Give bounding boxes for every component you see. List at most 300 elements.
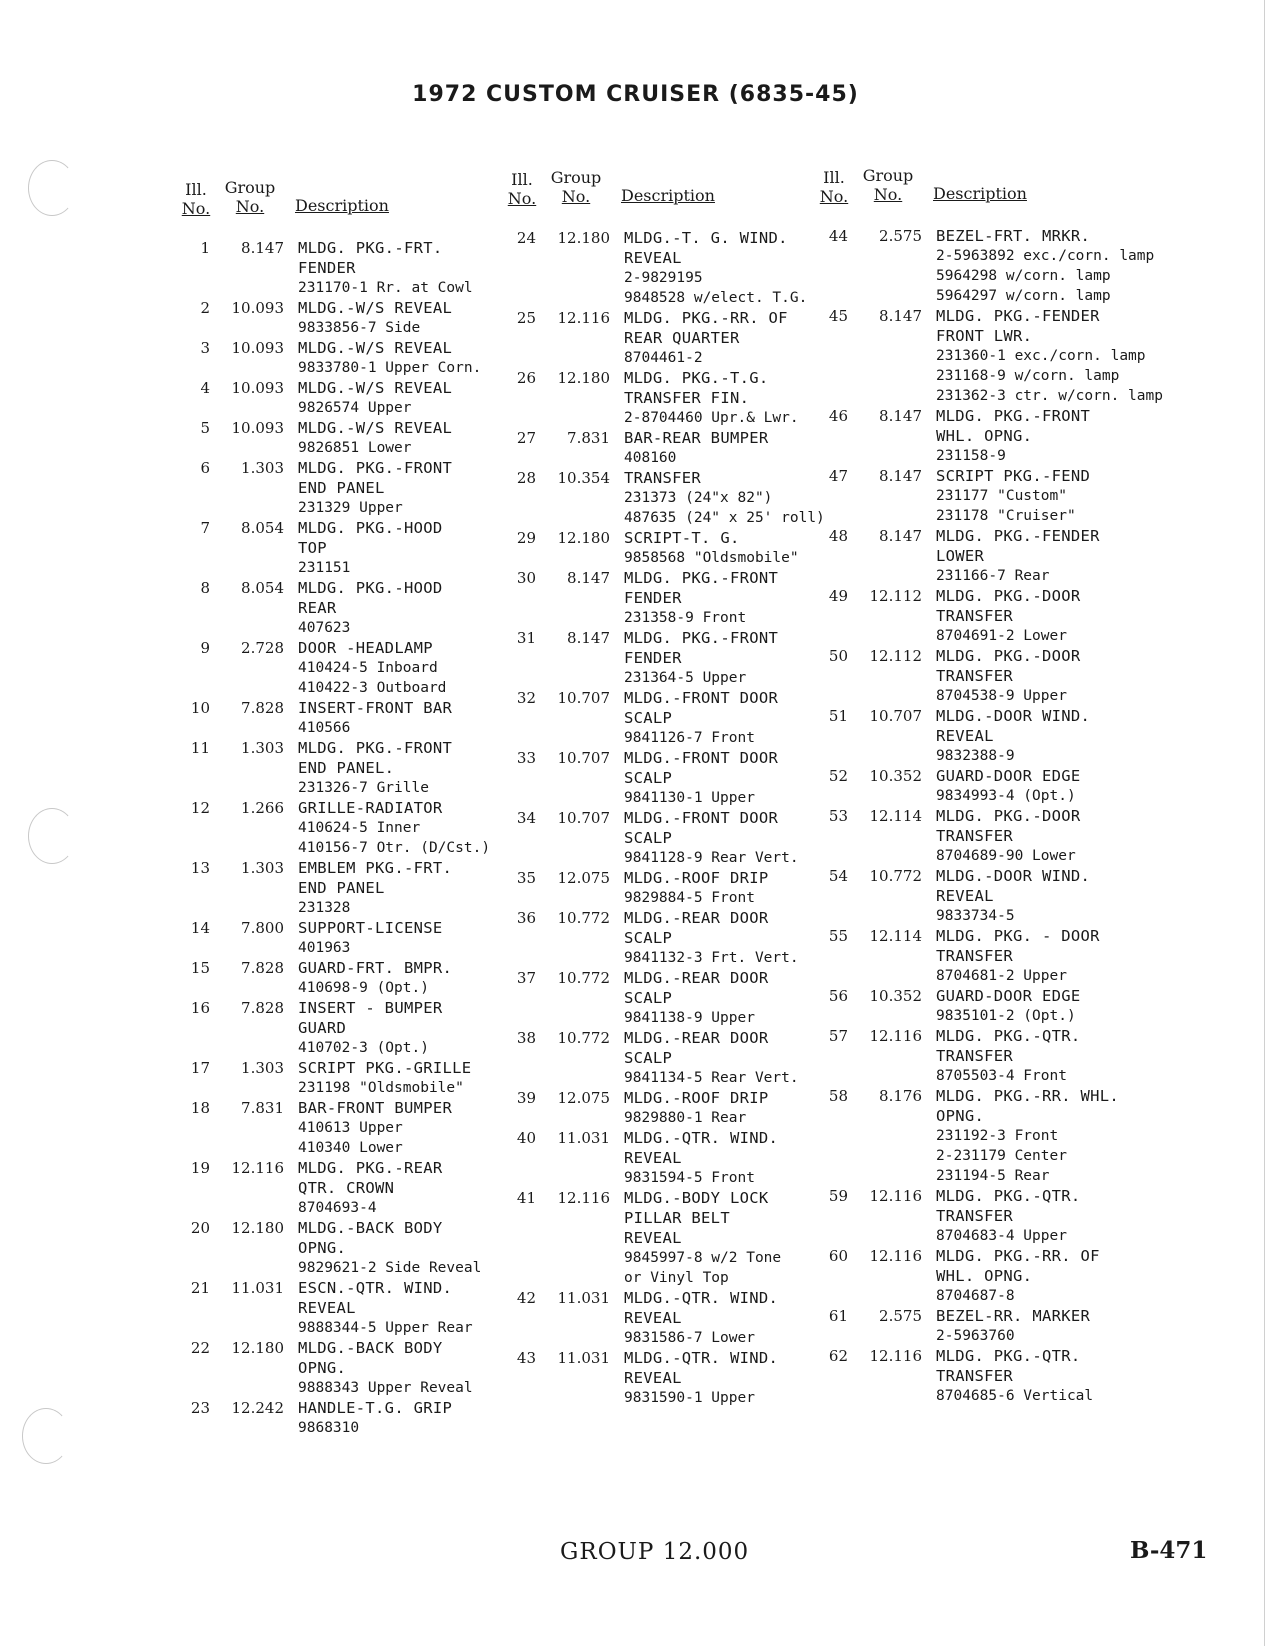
part-description: QTR. CROWN [298,1179,395,1197]
group-header-top: Group [862,166,914,185]
part-description: GUARD-FRT. BMPR. [298,959,453,977]
part-number: 231194-5 Rear [936,1168,1050,1184]
part-number: 407623 [298,620,351,636]
part-entry [506,1028,846,1088]
parts-column-2 [506,166,846,1408]
illustration-number: 45 [828,307,848,325]
part-number: 231168-9 w/corn. lamp [936,368,1120,384]
illustration-number: 3 [200,339,210,357]
ill-header [506,170,538,208]
illustration-number: 21 [190,1279,210,1297]
binder-hole-bottom [22,1408,70,1464]
part-description: TRANSFER FIN. [624,389,750,407]
part-entry [818,926,1258,986]
part-description: FRONT LWR. [936,327,1033,345]
part-description: MLDG. PKG.-FRONT [936,407,1091,425]
part-description: MLDG. PKG.-RR. OF [936,1247,1100,1265]
part-entry [506,968,846,1028]
part-description: MLDG.-QTR. WIND. [624,1349,779,1367]
part-description: MLDG.-DOOR WIND. [936,707,1091,725]
part-entry [818,866,1258,926]
part-number: 231198 "Oldsmobile" [298,1080,464,1096]
group-footer: GROUP 12.000 [560,1539,750,1565]
part-number: 9834993-4 (Opt.) [936,788,1076,804]
part-description: REVEAL [298,1299,356,1317]
part-number: 8704461-2 [624,350,703,366]
page-title: 1972 CUSTOM CRUISER (6835-45) [412,82,859,107]
description-header: Description [933,184,1027,203]
group-number: 7.828 [241,699,284,717]
illustration-number: 4 [200,379,210,397]
part-entry [180,418,520,458]
part-entry [506,688,846,748]
illustration-number: 55 [828,927,848,945]
part-description: MLDG. PKG.-QTR. [936,1187,1081,1205]
part-number: 410698-9 (Opt.) [298,980,429,996]
part-description: MLDG. PKG.-FRONT [298,739,453,757]
part-number: 9841126-7 Front [624,730,755,746]
illustration-number: 34 [516,809,536,827]
illustration-number: 1 [200,239,210,257]
part-description: TOP [298,539,327,557]
part-number: 231329 Upper [298,500,403,516]
part-description: SUPPORT-LICENSE [298,919,443,937]
group-number: 10.093 [231,419,284,437]
part-number: 2-9829195 [624,270,703,286]
part-description: MLDG. PKG.-FRONT [624,569,779,587]
part-description: REAR [298,599,337,617]
part-description: GUARD [298,1019,347,1037]
part-entry [818,1346,1258,1406]
group-number: 1.303 [241,859,284,877]
part-description: MLDG. PKG.-REAR [298,1159,443,1177]
part-entry [180,998,520,1058]
illustration-number: 17 [190,1059,210,1077]
parts-column-3 [818,164,1258,1406]
part-description: END PANEL [298,879,385,897]
part-description: SCALP [624,989,673,1007]
part-description: BAR-REAR BUMPER [624,429,769,447]
part-entry [180,798,520,858]
group-number: 12.112 [869,587,922,605]
group-number: 12.114 [869,807,922,825]
group-number: 7.831 [241,1099,284,1117]
illustration-number: 35 [516,869,536,887]
group-number: 10.093 [231,379,284,397]
illustration-number: 23 [190,1399,210,1417]
part-description: MLDG.-W/S REVEAL [298,379,453,397]
page-number: B-471 [1130,1537,1208,1564]
part-number: 231362-3 ctr. w/corn. lamp [936,388,1163,404]
part-entry [180,1398,520,1438]
part-description: SCRIPT-T. G. [624,529,740,547]
part-number: 410566 [298,720,351,736]
illustration-number: 61 [828,1307,848,1325]
group-number: 2.728 [241,639,284,657]
group-number: 10.772 [869,867,922,885]
illustration-number: 48 [828,527,848,545]
part-number: 9841134-5 Rear Vert. [624,1070,799,1086]
part-number: 410156-7 Otr. (D/Cst.) [298,840,491,856]
group-number: 2.575 [879,1307,922,1325]
part-number: 9835101-2 (Opt.) [936,1008,1076,1024]
part-entry [506,1188,846,1288]
part-number: 9888344-5 Upper Rear [298,1320,473,1336]
part-number: 8705503-4 Front [936,1068,1067,1084]
illustration-number: 5 [200,419,210,437]
illustration-number: 37 [516,969,536,987]
ill-header [180,180,212,218]
part-description: OPNG. [298,1239,347,1257]
illustration-number: 11 [190,739,210,757]
part-entry [506,868,846,908]
group-number: 8.176 [879,1087,922,1105]
part-entry [818,526,1258,586]
parts-column-1 [180,176,520,1438]
illustration-number: 44 [828,227,848,245]
part-entry [180,1058,520,1098]
part-description: REVEAL [936,887,994,905]
part-description: LOWER [936,547,985,565]
part-description: MLDG.-FRONT DOOR [624,749,779,767]
part-entry [818,1306,1258,1346]
group-number: 12.116 [557,1189,610,1207]
part-description: MLDG. PKG.-FRT. [298,239,443,257]
group-number: 10.707 [869,707,922,725]
part-entry [506,628,846,688]
illustration-number: 29 [516,529,536,547]
part-number: 231360-1 exc./corn. lamp [936,348,1146,364]
group-number: 12.075 [557,869,610,887]
part-description: MLDG.-REAR DOOR [624,1029,769,1047]
part-description: OPNG. [936,1107,985,1125]
group-number: 10.352 [869,767,922,785]
group-number: 12.242 [231,1399,284,1417]
part-number: 9826574 Upper [298,400,412,416]
part-description: BEZEL-FRT. MRKR. [936,227,1091,245]
group-number: 7.828 [241,959,284,977]
part-description: SCALP [624,709,673,727]
part-description: MLDG. PKG.-FENDER [936,307,1100,325]
illustration-number: 56 [828,987,848,1005]
part-number: 231177 "Custom" [936,488,1067,504]
illustration-number: 43 [516,1349,536,1367]
part-number: 9858568 "Oldsmobile" [624,550,799,566]
illustration-number: 6 [200,459,210,477]
illustration-number: 51 [828,707,848,725]
group-header-bottom: No. [873,185,903,204]
group-number: 11.031 [557,1349,610,1367]
illustration-number: 49 [828,587,848,605]
part-description: MLDG.-W/S REVEAL [298,299,453,317]
part-number: or Vinyl Top [624,1270,729,1286]
part-number: 5964297 w/corn. lamp [936,288,1111,304]
part-description: MLDG. PKG.-DOOR [936,807,1081,825]
binder-hole-middle [28,808,76,864]
illustration-number: 2 [200,299,210,317]
part-description: TRANSFER [936,1367,1014,1385]
part-description: MLDG.-ROOF DRIP [624,1089,769,1107]
part-description: FENDER [624,589,682,607]
part-description: MLDG. PKG.-HOOD [298,579,443,597]
part-description: REVEAL [624,249,682,267]
description-header: Description [621,186,715,205]
group-number: 10.707 [557,689,610,707]
ill-header-bottom: No. [819,187,849,206]
part-number: 2-5963760 [936,1328,1015,1344]
part-description: HANDLE-T.G. GRIP [298,1399,453,1417]
group-number: 7.828 [241,999,284,1017]
group-number: 8.054 [241,579,284,597]
illustration-number: 39 [516,1089,536,1107]
illustration-number: 32 [516,689,536,707]
illustration-number: 31 [516,629,536,647]
group-number: 12.075 [557,1089,610,1107]
part-description: GUARD-DOOR EDGE [936,987,1081,1005]
part-description: REAR QUARTER [624,329,740,347]
illustration-number: 46 [828,407,848,425]
group-number: 8.147 [567,629,610,647]
part-description: TRANSFER [624,469,702,487]
part-number: 2-5963892 exc./corn. lamp [936,248,1155,264]
part-entry [180,638,520,698]
part-entry [818,226,1258,306]
part-description: MLDG. PKG.-RR. WHL. [936,1087,1120,1105]
part-description: MLDG.-W/S REVEAL [298,419,453,437]
part-number: 5964298 w/corn. lamp [936,268,1111,284]
part-number: 9829621-2 Side Reveal [298,1260,482,1276]
part-number: 9832388-9 [936,748,1015,764]
part-description: MLDG.-BODY LOCK [624,1189,769,1207]
part-number: 231358-9 Front [624,610,747,626]
illustration-number: 20 [190,1219,210,1237]
ill-header-top: Ill. [511,170,533,189]
part-entry [506,1088,846,1128]
illustration-number: 9 [200,639,210,657]
illustration-number: 14 [190,919,210,937]
group-number: 12.116 [869,1187,922,1205]
part-number: 231373 (24"x 82") [624,490,773,506]
part-description: MLDG. PKG.-DOOR [936,587,1081,605]
part-description: TRANSFER [936,607,1014,625]
part-description: MLDG. PKG. - DOOR [936,927,1100,945]
part-description: MLDG.-T. G. WIND. [624,229,788,247]
part-description: MLDG. PKG.-QTR. [936,1027,1081,1045]
group-number: 2.575 [879,227,922,245]
part-entry [506,428,846,468]
illustration-number: 52 [828,767,848,785]
illustration-number: 47 [828,467,848,485]
part-number: 8704683-4 Upper [936,1228,1067,1244]
part-description: FENDER [624,649,682,667]
part-number: 410424-5 Inboard [298,660,438,676]
part-entry [180,518,520,578]
group-header-bottom: No. [561,187,591,206]
part-number: 9888343 Upper Reveal [298,1380,473,1396]
part-number: 9845997-8 w/2 Tone [624,1250,782,1266]
group-number: 8.147 [879,307,922,325]
group-header-top: Group [224,178,276,197]
part-description: EMBLEM PKG.-FRT. [298,859,453,877]
part-entry [818,1026,1258,1086]
part-description: MLDG.-QTR. WIND. [624,1289,779,1307]
illustration-number: 27 [516,429,536,447]
part-description: END PANEL. [298,759,395,777]
part-description: MLDG. PKG.-HOOD [298,519,443,537]
part-number: 408160 [624,450,677,466]
part-description: REVEAL [624,1369,682,1387]
group-number: 10.093 [231,299,284,317]
ill-header-top: Ill. [185,180,207,199]
part-description: MLDG. PKG.-T.G. [624,369,769,387]
part-entry [180,1278,520,1338]
part-entry [180,858,520,918]
part-number: 231328 [298,900,351,916]
part-entry [818,1246,1258,1306]
part-description: TRANSFER [936,1207,1014,1225]
group-number: 10.707 [557,749,610,767]
part-entry [818,986,1258,1026]
column-header [818,164,1258,226]
illustration-number: 8 [200,579,210,597]
part-entry [180,918,520,958]
part-entry [506,808,846,868]
parts-list [180,238,520,1438]
ill-header-bottom: No. [181,199,211,218]
parts-list [506,228,846,1408]
group-number: 8.147 [879,407,922,425]
part-description: REVEAL [624,1309,682,1327]
part-description: BAR-FRONT BUMPER [298,1099,453,1117]
part-number: 410422-3 Outboard [298,680,447,696]
part-entry [506,308,846,368]
group-number: 1.266 [241,799,284,817]
part-entry [818,466,1258,526]
group-number: 12.116 [869,1247,922,1265]
part-number: 9826851 Lower [298,440,412,456]
part-entry [818,306,1258,406]
part-number: 9833856-7 Side [298,320,421,336]
group-number: 10.707 [557,809,610,827]
group-number: 10.772 [557,909,610,927]
illustration-number: 24 [516,229,536,247]
group-number: 10.093 [231,339,284,357]
part-description: MLDG. PKG.-FRONT [298,459,453,477]
group-number: 11.031 [557,1289,610,1307]
part-number: 231364-5 Upper [624,670,747,686]
part-number: 9841138-9 Upper [624,1010,755,1026]
part-entry [180,698,520,738]
illustration-number: 18 [190,1099,210,1117]
part-entry [818,806,1258,866]
group-number: 12.180 [557,529,610,547]
part-entry [180,1098,520,1158]
group-number: 12.116 [869,1347,922,1365]
part-entry [506,528,846,568]
part-description: TRANSFER [936,667,1014,685]
part-entry [506,468,846,528]
part-number: 9848528 w/elect. T.G. [624,290,808,306]
part-description: ESCN.-QTR. WIND. [298,1279,453,1297]
part-number: 9841128-9 Rear Vert. [624,850,799,866]
group-number: 1.303 [241,739,284,757]
part-number: 8704687-8 [936,1288,1015,1304]
part-description: WHL. OPNG. [936,1267,1033,1285]
part-number: 410702-3 (Opt.) [298,1040,429,1056]
part-description: SCRIPT PKG.-FEND [936,467,1091,485]
part-number: 487635 (24" x 25' roll) [624,510,825,526]
part-description: TRANSFER [936,1047,1014,1065]
group-number: 8.147 [241,239,284,257]
illustration-number: 25 [516,309,536,327]
part-entry [818,646,1258,706]
part-description: SCALP [624,829,673,847]
part-number: 231192-3 Front [936,1128,1059,1144]
illustration-number: 15 [190,959,210,977]
page-edge [1264,0,1265,1646]
part-description: DOOR -HEADLAMP [298,639,433,657]
illustration-number: 28 [516,469,536,487]
part-number: 231326-7 Grille [298,780,429,796]
group-number: 12.116 [557,309,610,327]
part-number: 8704693-4 [298,1200,377,1216]
part-description: WHL. OPNG. [936,427,1033,445]
part-description: FENDER [298,259,356,277]
part-entry [180,578,520,638]
group-number: 12.112 [869,647,922,665]
illustration-number: 26 [516,369,536,387]
part-description: OPNG. [298,1359,347,1377]
illustration-number: 58 [828,1087,848,1105]
part-entry [506,368,846,428]
part-number: 231178 "Cruiser" [936,508,1076,524]
part-number: 9841132-3 Frt. Vert. [624,950,799,966]
illustration-number: 54 [828,867,848,885]
part-entry [180,738,520,798]
part-description: MLDG.-FRONT DOOR [624,809,779,827]
part-description: MLDG.-DOOR WIND. [936,867,1091,885]
part-entry [180,1218,520,1278]
part-description: PILLAR BELT [624,1209,730,1227]
ill-header-bottom: No. [507,189,537,208]
illustration-number: 57 [828,1027,848,1045]
part-number: 231166-7 Rear [936,568,1050,584]
part-number: 8704538-9 Upper [936,688,1067,704]
part-number: 9831594-5 Front [624,1170,755,1186]
group-number: 12.116 [231,1159,284,1177]
part-number: 9841130-1 Upper [624,790,755,806]
illustration-number: 60 [828,1247,848,1265]
part-description: REVEAL [936,727,994,745]
part-number: 401963 [298,940,351,956]
part-description: GUARD-DOOR EDGE [936,767,1081,785]
group-number: 10.772 [557,969,610,987]
part-number: 410624-5 Inner [298,820,421,836]
part-entry [506,908,846,968]
group-number: 7.800 [241,919,284,937]
part-entry [506,228,846,308]
part-entry [818,586,1258,646]
illustration-number: 22 [190,1339,210,1357]
part-description: MLDG.-BACK BODY [298,1339,443,1357]
illustration-number: 41 [516,1189,536,1207]
illustration-number: 33 [516,749,536,767]
part-number: 9831590-1 Upper [624,1390,755,1406]
part-entry [180,238,520,298]
part-number: 231158-9 [936,448,1006,464]
part-description: TRANSFER [936,947,1014,965]
part-entry [506,1128,846,1188]
